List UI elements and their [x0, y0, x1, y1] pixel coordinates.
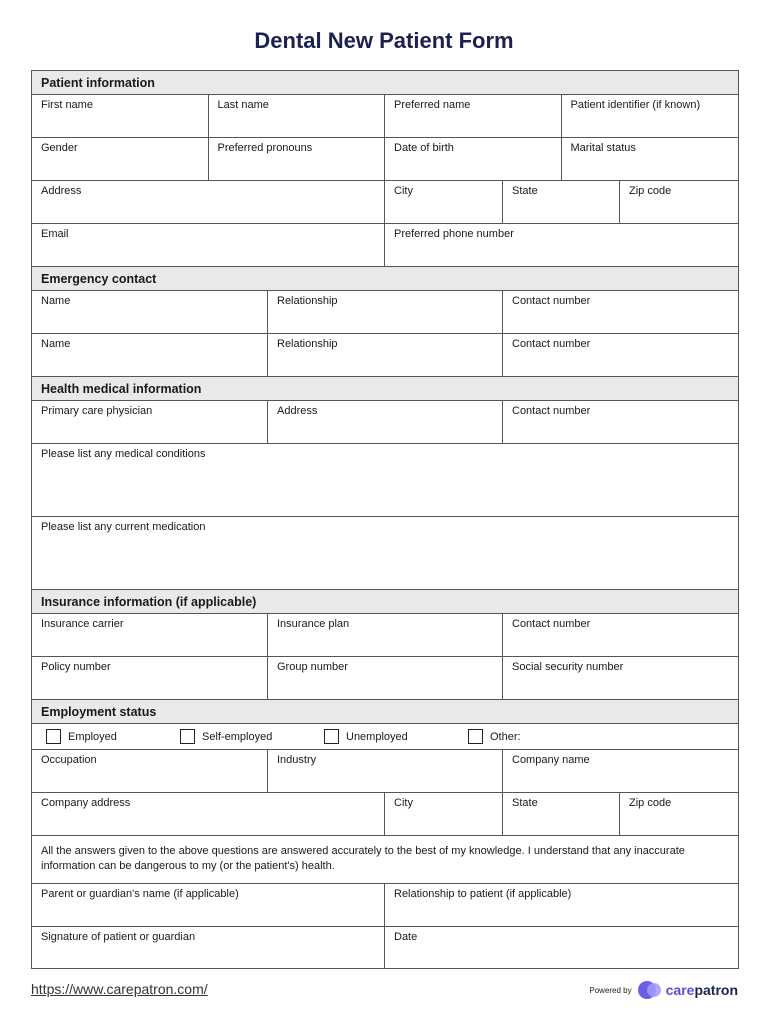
unemployed-option[interactable] — [324, 729, 468, 744]
first-name-field[interactable]: First name — [32, 95, 209, 137]
declaration-statement: All the answers given to the above questions are answered accurately to the best of my knowledge. I understand that any inaccurate information can be dangerous to my (or the patient's) health. — [32, 836, 738, 884]
self-employed-option[interactable] — [180, 729, 324, 744]
ssn-field[interactable]: Social security number — [512, 661, 624, 673]
employed-checkbox[interactable] — [46, 729, 61, 744]
occupation-field[interactable]: Occupation — [32, 750, 268, 792]
section-employment-status: Employment status — [32, 700, 738, 724]
carepatron-logo-icon — [637, 980, 663, 1000]
emergency-name-field-2[interactable]: Name — [32, 334, 268, 376]
city-field[interactable]: City — [385, 181, 503, 223]
employed-option[interactable] — [46, 729, 180, 744]
emergency-name-field[interactable]: Name — [32, 291, 268, 333]
footer-link[interactable]: https://www.carepatron.com/ — [31, 981, 208, 997]
medical-conditions-field[interactable]: Please list any medical conditions — [41, 448, 206, 460]
last-name-field[interactable]: Last name — [209, 95, 386, 137]
brand-name: carepatron — [665, 982, 738, 998]
date-field[interactable]: Date — [394, 931, 418, 943]
employed-label: Employed — [68, 730, 117, 743]
section-emergency-contact: Emergency contact — [32, 267, 738, 291]
emergency-relationship-field-2[interactable]: Relationship — [268, 334, 503, 376]
other-option[interactable] — [468, 729, 521, 744]
self-employed-checkbox[interactable] — [180, 729, 195, 744]
industry-field[interactable]: Industry — [268, 750, 503, 792]
company-name-field[interactable]: Company name — [512, 754, 590, 766]
current-medication-field[interactable]: Please list any current medication — [41, 521, 206, 533]
group-number-field[interactable]: Group number — [268, 657, 503, 699]
section-patient-information: Patient information — [32, 71, 738, 95]
patient-identifier-field[interactable]: Patient identifier (if known) — [570, 99, 701, 111]
insurance-carrier-field[interactable]: Insurance carrier — [32, 614, 268, 656]
section-insurance-information: Insurance information (if applicable) — [32, 590, 738, 614]
employment-options — [32, 724, 738, 750]
date-of-birth-field[interactable]: Date of birth — [385, 138, 562, 180]
gender-field[interactable]: Gender — [32, 138, 209, 180]
zip-code-field[interactable]: Zip code — [629, 185, 672, 197]
physician-field[interactable]: Primary care physician — [32, 401, 268, 443]
marital-status-field[interactable]: Marital status — [570, 142, 636, 154]
emergency-contact-number-field-2[interactable]: Contact number — [512, 338, 591, 350]
address-field[interactable]: Address — [32, 181, 385, 223]
emergency-relationship-field[interactable]: Relationship — [268, 291, 503, 333]
company-state-field[interactable]: State — [503, 793, 620, 835]
self-employed-label: Self-employed — [202, 730, 273, 743]
company-zip-field[interactable]: Zip code — [629, 797, 672, 809]
unemployed-checkbox[interactable] — [324, 729, 339, 744]
other-checkbox[interactable] — [468, 729, 483, 744]
powered-by-badge — [589, 980, 738, 1000]
patient-form — [31, 70, 739, 969]
guardian-name-field[interactable]: Parent or guardian's name (if applicable) — [32, 884, 385, 926]
other-label: Other: — [490, 730, 521, 743]
phone-field[interactable]: Preferred phone number — [394, 228, 514, 240]
emergency-contact-number-field[interactable]: Contact number — [512, 295, 591, 307]
insurance-plan-field[interactable]: Insurance plan — [268, 614, 503, 656]
state-field[interactable]: State — [503, 181, 620, 223]
physician-address-field[interactable]: Address — [268, 401, 503, 443]
guardian-relationship-field[interactable]: Relationship to patient (if applicable) — [394, 888, 572, 900]
policy-number-field[interactable]: Policy number — [32, 657, 268, 699]
physician-contact-field[interactable]: Contact number — [512, 405, 591, 417]
pronouns-field[interactable]: Preferred pronouns — [209, 138, 386, 180]
page-title: Dental New Patient Form — [254, 28, 514, 53]
email-field[interactable]: Email — [32, 224, 385, 266]
unemployed-label: Unemployed — [346, 730, 408, 743]
company-city-field[interactable]: City — [385, 793, 503, 835]
signature-field[interactable]: Signature of patient or guardian — [32, 927, 385, 968]
preferred-name-field[interactable]: Preferred name — [385, 95, 562, 137]
powered-by-label: Powered by — [589, 985, 632, 995]
section-health-medical-information: Health medical information — [32, 377, 738, 401]
company-address-field[interactable]: Company address — [32, 793, 385, 835]
insurance-contact-field[interactable]: Contact number — [512, 618, 591, 630]
